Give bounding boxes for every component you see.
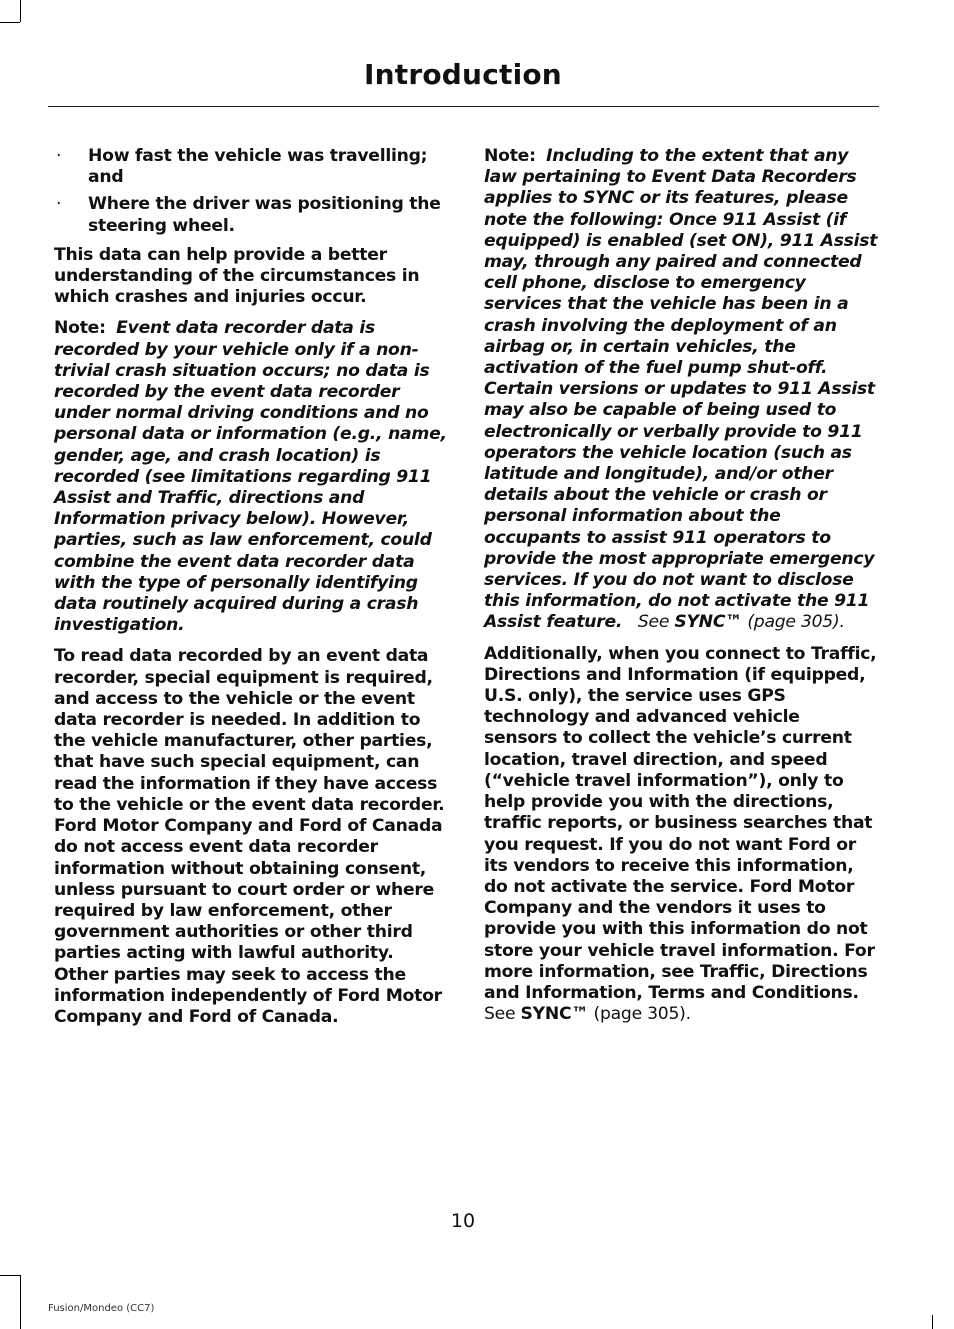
bullet-list xyxy=(54,146,448,237)
body-paragraph: To read data recorded by an event data recorder, special equipment is required, and access to the vehicle or the event data recorder is needed. In addition to the vehicle manufacturer, other parties, that have such special equipment, can read the information if they have access to the vehicle or the event data recorder. Ford Motor Company and Ford of Canada do not access event data recorder information without obtaining consent, unless pursuant to court order or where required by law enforcement, other government authorities or other third parties acting with lawful authority. Other parties may seek to access the information independently of Ford Motor Company and Ford of Canada. xyxy=(54,646,445,1027)
page-reference: (page 305). xyxy=(747,612,845,633)
crop-mark xyxy=(20,0,21,22)
list-item: · Where the driver was positioning the steering wheel. xyxy=(56,194,441,236)
note-paragraph xyxy=(54,318,448,636)
note-label: Note: xyxy=(54,318,106,339)
bullet-marker: · xyxy=(56,194,62,215)
page-title: Introduction xyxy=(364,58,562,91)
crop-mark xyxy=(0,1275,20,1276)
note-text: Event data recorder data is recorded by your vehicle only if a non-trivial crash situation occurs; no data is recorded by the event data recorder under normal driving conditions and no personal data or information (e.g., name, gender, age, and crash location) is recorded (see limitations regarding 911 Assist and Traffic, directions and Information privacy below). However, parties, such as law enforcement, could combine the event data recorder data with the type of personally identifying data routinely acquired during a crash investigation. xyxy=(54,318,447,636)
see-text: See xyxy=(637,612,670,633)
page-number: 10 xyxy=(450,1210,476,1232)
body-paragraph: Additionally, when you connect to Traffic, Directions and Information (if equipped, U.S. only), the service uses GPS technology and advanced vehicle sensors to collect the vehicle’s current location, travel direction, and speed (“vehicle travel information”), only to help provide you with the directions, traffic reports, or business searches that you request. If you do not want Ford or its vendors to receive this information, do not activate the service. Ford Motor Company and the vendors it uses to provide you with this information do not store your vehicle travel information. For more information, see Traffic, Directions and Information, Terms and Conditions. See SYNC™ (page 305). xyxy=(484,643,877,1025)
header-rule xyxy=(48,106,879,107)
right-column xyxy=(484,146,878,1035)
note-paragraph xyxy=(484,146,878,634)
footer-model: Fusion/Mondeo (CC7) xyxy=(48,1303,155,1314)
page-reference: (page 305). xyxy=(593,1004,691,1025)
crop-mark xyxy=(0,22,20,23)
left-column xyxy=(54,146,448,1038)
cross-reference-link[interactable]: SYNC™ xyxy=(674,612,743,633)
note-text: Including to the extent that any law pertaining to Event Data Recorders applies to SYNC or its features, please note the following: Once 911 Assist (if equipped) is enabled (set ON), 911 Assist may, through any paired and connected cell phone, disclose to emergency services that the vehicle has been in a crash involving the deployment of an airbag or, in certain vehicles, the activation of the fuel pump shut-off. Certain versions or updates to 911 Assist may also be capable of being used to electronically or verbally provide to 911 operators the vehicle location (such as latitude and longitude), and/or other details about the vehicle or crash or personal information about the occupants to assist 911 operators to provide the most appropriate emergency services. If you do not want to disclose this information, do not activate the 911 Assist feature. xyxy=(484,146,878,633)
note-label: Note: xyxy=(484,146,536,166)
see-text: See xyxy=(484,1004,516,1025)
body-paragraph: This data can help provide a better understanding of the circumstances in which crashes and injuries occur. xyxy=(54,244,420,308)
bullet-marker: · xyxy=(56,146,62,166)
list-item: · How fast the vehicle was travelling; and xyxy=(56,146,428,188)
crop-mark xyxy=(20,1275,21,1329)
crop-mark xyxy=(932,1315,933,1329)
cross-reference-link[interactable]: SYNC™ xyxy=(520,1004,589,1025)
